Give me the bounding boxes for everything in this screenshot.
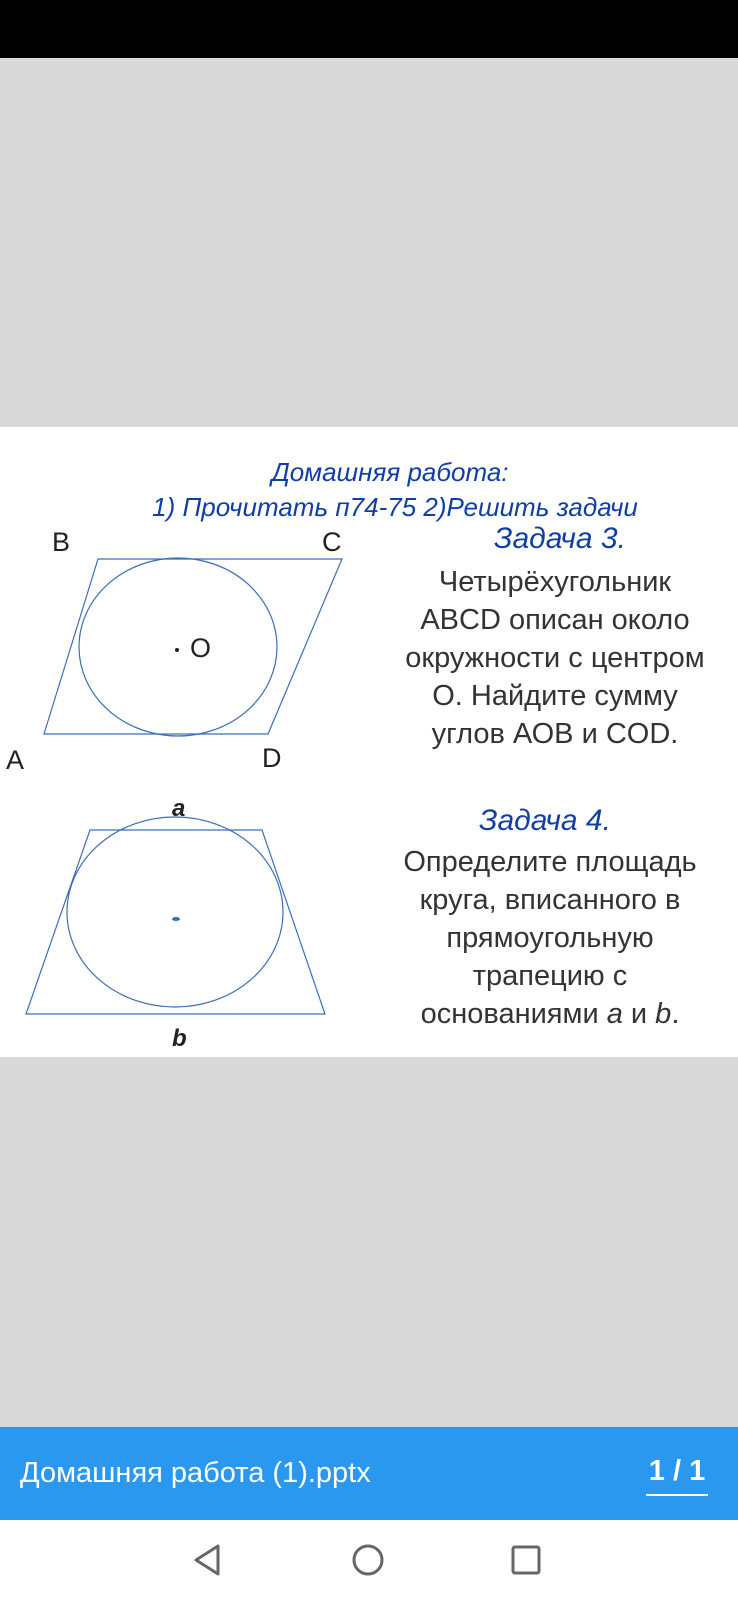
label-o: O (190, 633, 212, 663)
task4-text (365, 843, 735, 1033)
viewer-bottom-bar (0, 1427, 738, 1520)
slide-title-line2: 1) Прочитать п74-75 2)Решить задачи (152, 492, 638, 522)
task3-line: окружности с центром (405, 642, 705, 674)
trapezoid (26, 830, 325, 1014)
home-icon[interactable] (348, 1540, 388, 1580)
inscribed-circle-1 (79, 558, 277, 736)
status-bar (0, 0, 738, 58)
label-c: C (322, 527, 342, 557)
task3-text (375, 563, 735, 753)
task3-line: ABCD описан около (420, 604, 690, 636)
back-icon[interactable] (188, 1540, 228, 1580)
label-a: A (6, 745, 25, 775)
task4-var-a: a (606, 998, 623, 1030)
task3-heading: Задача 3. (494, 522, 626, 555)
task4-line: трапецию с (472, 960, 628, 992)
label-b: B (52, 527, 71, 557)
task4-last-line (365, 995, 735, 1033)
task4-var-b: b (655, 998, 672, 1030)
task4-heading: Задача 4. (479, 804, 611, 837)
slide-title-line1: Домашняя работа: (271, 457, 509, 487)
recents-icon[interactable] (506, 1540, 546, 1580)
center-point-o (175, 648, 179, 652)
task4-and: и (622, 998, 656, 1030)
label-base-a: a (172, 795, 186, 822)
task4-line: круга, вписанного в (419, 884, 681, 916)
task4-line: прямоугольную (446, 922, 654, 954)
task3-line: Четырёхугольник (438, 566, 672, 598)
label-d: D (262, 743, 282, 773)
presentation-slide[interactable] (0, 427, 738, 1057)
file-name: Домашняя работа (1).pptx (20, 1457, 371, 1489)
page-indicator[interactable]: 1 / 1 (646, 1455, 708, 1496)
label-base-b: b (172, 1025, 187, 1052)
system-navigation-bar (0, 1520, 738, 1600)
task3-line: О. Найдите сумму (432, 680, 678, 712)
task4-dot: . (671, 998, 680, 1030)
task4-line: Определите площадь (403, 846, 697, 878)
inscribed-circle-2 (67, 817, 283, 1007)
center-point-2 (172, 917, 180, 921)
task4-last-prefix: основаниями (420, 998, 607, 1030)
task3-line: углов АОВ и COD. (431, 718, 679, 750)
